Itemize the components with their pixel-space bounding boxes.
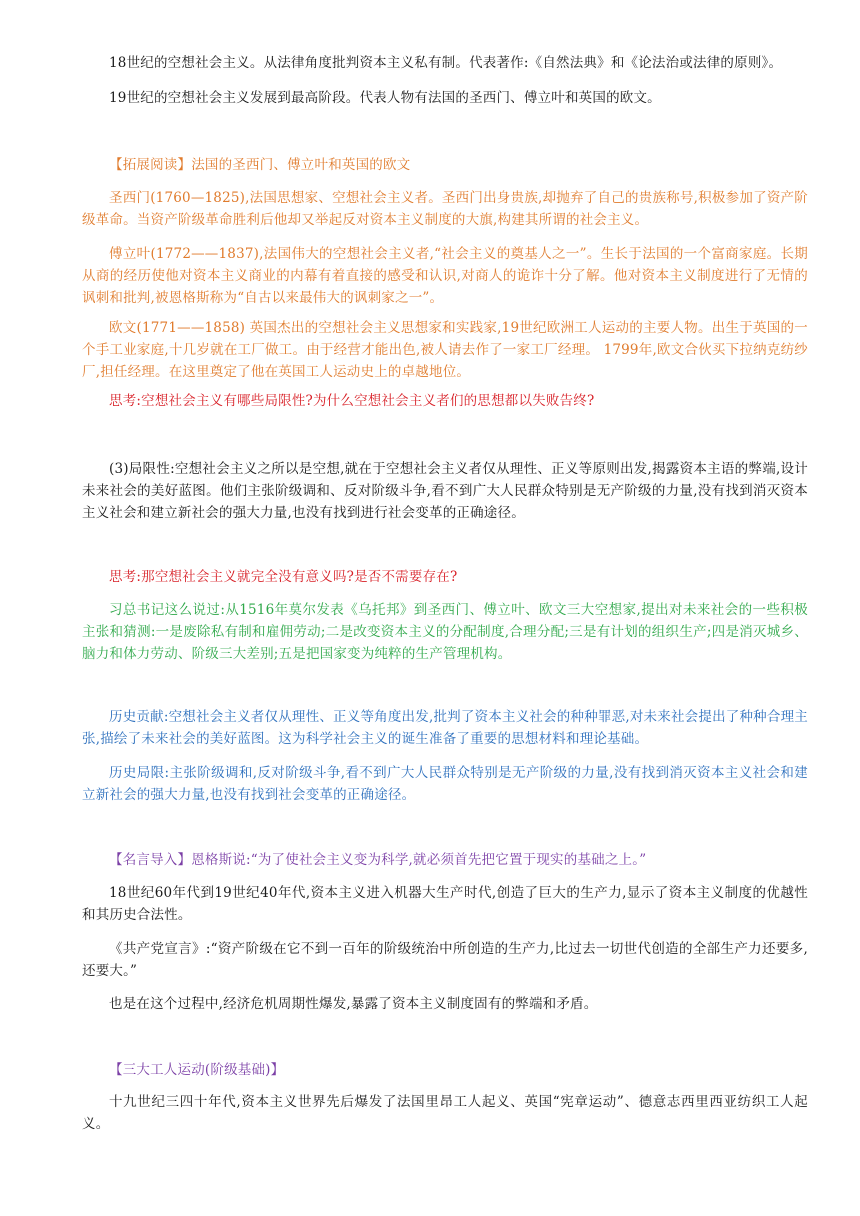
question-limitations: 思考:空想社会主义有哪些局限性?为什么空想社会主义者们的思想都以失败告终?: [109, 393, 595, 409]
paragraph-historical-limitation: 历史局限:主张阶级调和,反对阶级斗争,看不到广大人民群众特别是无产阶级的力量,没有找到消灭资本主义社会和建立新社会的强大力量,也没有找到社会变革的正确途径。: [82, 765, 808, 803]
paragraph-fourier: 傅立叶(1772——1837),法国伟大的空想社会主义者,“社会主义的奠基人之一”。生长于法国的一个富商家庭。长期从商的经历使他对资本主义商业的内幕有着直接的感受和认识,对商人的诡诈十分了解。他对资本主义制度进行了无情的讽刺和批判,被恩格斯称为“自古以来最伟大的讽刺家之一”。: [82, 246, 808, 306]
paragraph-18th-century: 18世纪的空想社会主义。从法律角度批判资本主义私有制。代表著作:《自然法典》和《论法治或法律的原则》。: [109, 55, 783, 71]
paragraph-limitations: (3)局限性:空想社会主义之所以是空想,就在于空想社会主义者仅从理性、正义等原则出发,揭露资本主语的弊端,设计未来社会的美好蓝图。他们主张阶级调和、反对阶级斗争,看不到广大人民群众特别是无产阶级的力量,没有找到消灭资本主义社会和建立新社会的强大力量,也没有找到进行社会变革的正确途径。: [82, 461, 808, 521]
paragraph-19th-century: 19世纪的空想社会主义发展到最高阶段。代表人物有法国的圣西门、傅立叶和英国的欧文。: [109, 90, 661, 106]
heading-three-workers-movements: 【三大工人运动(阶级基础)】: [109, 1062, 285, 1078]
paragraph-machine-production: 18世纪60年代到19世纪40年代,资本主义进入机器大生产时代,创造了巨大的生产力,显示了资本主义制度的优越性和其历史合法性。: [82, 885, 808, 923]
heading-extended-reading: 【拓展阅读】法国的圣西门、傅立叶和英国的欧文: [109, 157, 411, 173]
paragraph-xi-quote: 习总书记这么说过:从1516年莫尔发表《乌托邦》到圣西门、傅立叶、欧文三大空想家,提出对未来社会的一些积极主张和猜测:一是废除私有制和雇佣劳动;二是改变资本主义的分配制度,合理分配;三是有计划的组织生产;四是消灭城乡、脑力和体力劳动、阶级三大差别;五是把国家变为纯粹的生产管理机构。: [82, 602, 808, 662]
paragraph-historical-contribution: 历史贡献:空想社会主义者仅从理性、正义等角度出发,批判了资本主义社会的种种罪恶,对未来社会提出了种种合理主张,描绘了未来社会的美好蓝图。这为科学社会主义的诞生准备了重要的思想材料和理论基础。: [82, 709, 808, 747]
paragraph-communist-manifesto: 《共产党宣言》:“资产阶级在它不到一百年的阶级统治中所创造的生产力,比过去一切世代创造的全部生产力还要多,还要大。”: [82, 941, 808, 979]
paragraph-saint-simon: 圣西门(1760—1825),法国思想家、空想社会主义者。圣西门出身贵族,却抛弃了自己的贵族称号,积极参加了资产阶级革命。当资产阶级革命胜利后他却又举起反对资本主义制度的大旗,构建其所谓的社会主义。: [82, 190, 808, 228]
question-significance: 思考:那空想社会主义就完全没有意义吗?是否不需要存在?: [109, 569, 458, 585]
paragraph-workers-uprisings: 十九世纪三四十年代,资本主义世界先后爆发了法国里昂工人起义、英国“宪章运动”、德意志西里西亚纺织工人起义。: [82, 1094, 808, 1132]
paragraph-owen: 欧文(1771——1858) 英国杰出的空想社会主义思想家和实践家,19世纪欧洲工人运动的主要人物。出生于英国的一个手工业家庭,十几岁就在工厂做工。由于经营才能出色,被人请去作了一家工厂经理。 1799年,欧文合伙买下拉纳克纺纱厂,担任经理。在这里奠定了他在英国工人运动史上的卓越地位。: [82, 320, 808, 380]
heading-famous-quote: 【名言导入】恩格斯说:“为了使社会主义变为科学,就必须首先把它置于现实的基础之上。”: [109, 852, 647, 868]
paragraph-economic-crisis: 也是在这个过程中,经济危机周期性爆发,暴露了资本主义制度固有的弊端和矛盾。: [109, 996, 598, 1012]
